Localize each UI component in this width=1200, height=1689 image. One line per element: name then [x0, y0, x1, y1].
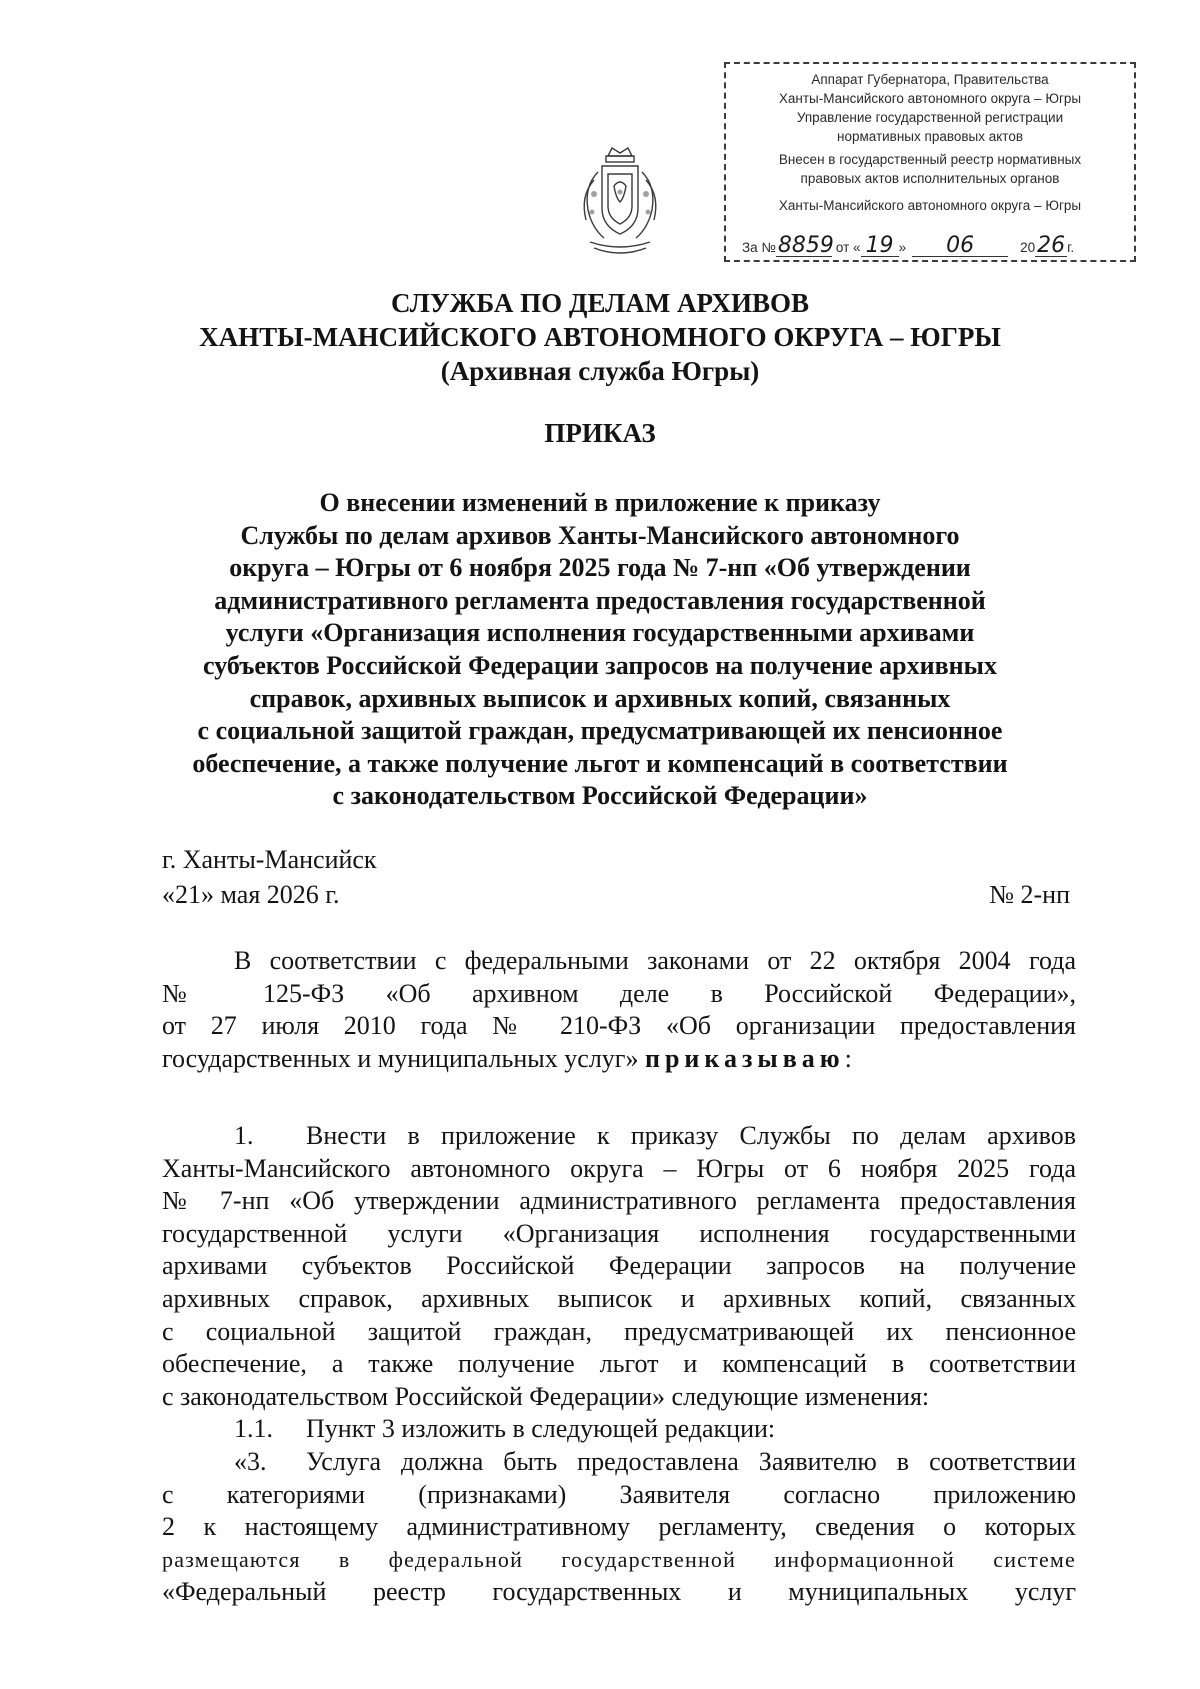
item-3-line: «Федеральный реестр государственных и муниципальных услуг — [162, 1577, 1076, 1607]
stamp-line: Ханты-Мансийского автономного округа – Югры — [778, 198, 1082, 213]
title-line: Службы по делам архивов Ханты-Мансийского автономного — [240, 520, 960, 550]
preamble-line: В соответствии с федеральными законами от 22 октября 2004 года — [234, 946, 1076, 975]
preamble-colon: : — [844, 1043, 852, 1073]
title-line: услуги «Организация исполнения государственными архивами — [225, 618, 975, 648]
stamp-registration-line — [742, 233, 1124, 258]
order-items — [162, 1120, 1076, 1609]
item-1-line: обеспечение, а также получение льгот и компенсаций в соответствии — [162, 1349, 1076, 1379]
order-word: приказываю — [644, 1043, 845, 1073]
preamble-paragraph — [162, 945, 1076, 1075]
organization-heading — [0, 286, 1200, 388]
title-line: обеспечение, а также получение льгот и компенсаций в соответствии — [192, 748, 1008, 778]
item-1-line: с социальной защитой граждан, предусматривающей их пенсионное — [162, 1316, 1076, 1346]
title-line: с социальной защитой граждан, предусматривающей их пенсионное — [197, 716, 1003, 746]
reg-month-handwritten: 06 — [912, 236, 1008, 257]
document-type: ПРИКАЗ — [544, 418, 656, 448]
reg-from: от « — [835, 240, 861, 255]
org-short-name: (Архивная служба Югры) — [440, 356, 760, 386]
item-1-1-number: 1.1. — [234, 1414, 273, 1444]
preamble-text: государственных и муниципальных услуг» — [162, 1043, 639, 1073]
item-1-line: № 7-нп «Об утверждении административного регламента предоставления — [162, 1186, 1076, 1216]
reg-day-close: » — [898, 240, 907, 255]
reg-year-handwritten: 26 — [1037, 233, 1066, 258]
stamp-line: Ханты-Мансийского автономного округа – Югры — [778, 91, 1082, 106]
item-1-text: Внести в приложение к приказу Службы по делам архивов — [306, 1121, 1076, 1150]
reg-number-handwritten: 8859 — [777, 233, 834, 258]
item-1-line: Ханты-Мансийского автономного округа – Югры от 6 ноября 2025 года — [162, 1153, 1076, 1183]
stamp-line: правовых актов исполнительных органов — [800, 171, 1060, 186]
title-line: с законодательством Российской Федерации» — [332, 781, 868, 811]
stamp-line: Управление государственной регистрации — [796, 110, 1064, 125]
item-3-line: с категориями (признаками) Заявителя согласно приложению — [162, 1479, 1076, 1509]
org-name-line2: ХАНТЫ-МАНСИЙСКОГО АВТОНОМНОГО ОКРУГА – ЮГРЫ — [199, 322, 1001, 352]
title-line: округа – Югры от 6 ноября 2025 года № 7-нп «Об утверждении — [229, 553, 971, 583]
title-line: О внесении изменений в приложение к приказу — [319, 488, 881, 517]
item-3-text: Услуга должна быть предоставлена Заявителю в соответствии — [306, 1446, 1076, 1476]
item-1-line: государственной услуги «Организация исполнения государственными — [162, 1218, 1076, 1248]
stamp-line: нормативных правовых актов — [836, 129, 1024, 144]
coat-of-arms-emblem — [570, 146, 670, 258]
org-name-line1: СЛУЖБА ПО ДЕЛАМ АРХИВОВ — [390, 288, 810, 318]
item-3-number: «3. — [234, 1446, 267, 1476]
item-1-line: архивами субъектов Российской Федерации запросов на получение — [162, 1251, 1076, 1281]
item-1-number: 1. — [234, 1121, 254, 1150]
document-place: г. Ханты-Мансийск — [162, 845, 377, 874]
item-1-line — [162, 1120, 1076, 1153]
item-3-line: 2 к настоящему административному регламенту, сведения о которых — [162, 1512, 1076, 1542]
preamble-line — [162, 1043, 1076, 1076]
document-date: «21» мая 2026 г. — [162, 880, 340, 909]
item-1-line: архивных справок, архивных выписок и архивных копий, связанных — [162, 1283, 1076, 1313]
preamble-line: № 125-ФЗ «Об архивном деле в Российской Федерации», — [162, 978, 1076, 1008]
reg-day-handwritten: 19 — [861, 236, 899, 257]
item-3-line — [162, 1446, 1076, 1479]
item-1-1-text: Пункт 3 изложить в следующей редакции: — [306, 1414, 776, 1444]
item-1-1-line — [162, 1413, 1076, 1446]
reg-suffix: г. — [1067, 240, 1075, 255]
reg-year-prefix: 20 — [1020, 240, 1036, 255]
title-line: справок, архивных выписок и архивных копий, связанных — [249, 683, 951, 713]
stamp-line: Внесен в государственный реестр нормативных — [778, 152, 1082, 167]
document-number: № 2-нп — [989, 880, 1070, 909]
item-3-line: размещаются в федеральной государственной информационной системе — [162, 1546, 1076, 1572]
stamp-line: Аппарат Губернатора, Правительства — [811, 72, 1049, 87]
preamble-line: от 27 июля 2010 года № 210-ФЗ «Об организации предоставления — [162, 1011, 1076, 1041]
document-title — [160, 487, 1040, 813]
reg-prefix: За № — [742, 240, 776, 255]
item-1-line: с законодательством Российской Федерации» следующие изменения: — [162, 1381, 930, 1411]
title-line: административного регламента предоставления государственной — [214, 585, 986, 615]
registration-stamp — [724, 62, 1136, 262]
title-line: субъектов Российской Федерации запросов на получение архивных — [203, 650, 997, 680]
